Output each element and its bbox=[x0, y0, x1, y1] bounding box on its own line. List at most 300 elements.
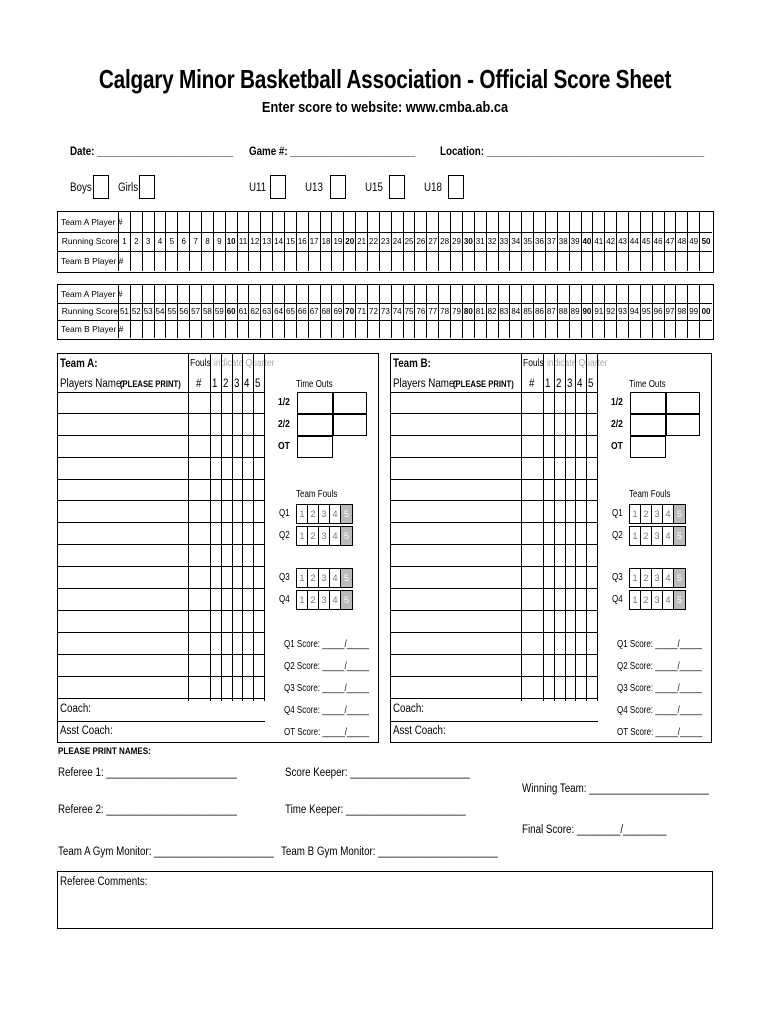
running-score-number[interactable]: 73 bbox=[380, 303, 392, 321]
running-score-number[interactable]: 38 bbox=[558, 232, 570, 252]
player-number-cell[interactable] bbox=[617, 285, 629, 303]
location-field[interactable]: Location: ________________________________________ bbox=[440, 146, 705, 158]
running-score-number[interactable]: 36 bbox=[534, 232, 546, 252]
running-score-number[interactable]: 63 bbox=[261, 303, 273, 321]
player-number-cell[interactable] bbox=[404, 251, 416, 271]
running-score-number[interactable]: 87 bbox=[546, 303, 558, 321]
player-number-cell[interactable] bbox=[558, 212, 570, 232]
player-number-cell[interactable] bbox=[700, 320, 712, 338]
date-field[interactable]: Date: _________________________ bbox=[70, 146, 234, 158]
player-number-cell[interactable] bbox=[617, 251, 629, 271]
running-score-number[interactable]: 66 bbox=[297, 303, 309, 321]
running-score-number[interactable]: 39 bbox=[570, 232, 582, 252]
team-foul-box[interactable]: 3 bbox=[652, 505, 663, 523]
running-score-number[interactable]: 7 bbox=[190, 232, 202, 252]
player-number-cell[interactable] bbox=[321, 212, 333, 232]
team-a-player-row[interactable] bbox=[58, 392, 265, 414]
player-number-cell[interactable] bbox=[451, 251, 463, 271]
running-score-number[interactable]: 90 bbox=[582, 303, 594, 321]
team-foul-box[interactable]: 3 bbox=[319, 569, 330, 587]
team-a-team-fouls-q4-boxes[interactable] bbox=[296, 590, 353, 610]
player-number-cell[interactable] bbox=[261, 285, 273, 303]
player-number-cell[interactable] bbox=[617, 212, 629, 232]
running-score-number[interactable]: 2 bbox=[131, 232, 143, 252]
player-number-cell[interactable] bbox=[676, 285, 688, 303]
player-number-cell[interactable] bbox=[226, 320, 238, 338]
player-number-cell[interactable] bbox=[190, 212, 202, 232]
player-number-cell[interactable] bbox=[582, 285, 594, 303]
player-number-cell[interactable] bbox=[427, 285, 439, 303]
player-number-cell[interactable] bbox=[629, 251, 641, 271]
running-score-number[interactable]: 26 bbox=[415, 232, 427, 252]
running-score-number[interactable]: 59 bbox=[214, 303, 226, 321]
player-number-cell[interactable] bbox=[688, 251, 700, 271]
team-b-player-row[interactable] bbox=[391, 611, 598, 633]
player-number-cell[interactable] bbox=[665, 285, 677, 303]
team-b-score-s1[interactable]: Q1 Score: _____/_____ bbox=[617, 639, 702, 650]
team-a-player-row[interactable] bbox=[58, 458, 265, 480]
team-a-timeout-box[interactable] bbox=[333, 392, 367, 414]
team-foul-box[interactable]: 5 bbox=[341, 569, 352, 587]
player-number-cell[interactable] bbox=[380, 212, 392, 232]
team-foul-box[interactable]: 4 bbox=[663, 527, 674, 545]
player-number-cell[interactable] bbox=[700, 251, 712, 271]
player-number-cell[interactable] bbox=[451, 212, 463, 232]
player-number-cell[interactable] bbox=[570, 251, 582, 271]
running-score-number[interactable]: 48 bbox=[676, 232, 688, 252]
running-score-number[interactable]: 20 bbox=[344, 232, 356, 252]
team-b-player-row[interactable] bbox=[391, 523, 598, 545]
player-number-cell[interactable] bbox=[143, 320, 155, 338]
running-score-number[interactable]: 33 bbox=[499, 232, 511, 252]
player-number-cell[interactable] bbox=[202, 320, 214, 338]
player-number-cell[interactable] bbox=[261, 212, 273, 232]
player-number-cell[interactable] bbox=[582, 320, 594, 338]
player-number-cell[interactable] bbox=[214, 251, 226, 271]
running-score-number[interactable]: 52 bbox=[131, 303, 143, 321]
player-number-cell[interactable] bbox=[321, 320, 333, 338]
player-number-cell[interactable] bbox=[688, 285, 700, 303]
team-b-score-s3[interactable]: Q3 Score: _____/_____ bbox=[617, 683, 702, 694]
player-number-cell[interactable] bbox=[522, 251, 534, 271]
running-score-number[interactable]: 00 bbox=[701, 306, 711, 316]
team-a-coach-field[interactable]: Coach: bbox=[60, 702, 91, 715]
running-score-number[interactable]: 74 bbox=[392, 303, 404, 321]
team-a-player-row[interactable] bbox=[58, 523, 265, 545]
running-score-number[interactable]: 81 bbox=[475, 303, 487, 321]
team-b-timeout-box[interactable] bbox=[630, 392, 666, 414]
player-number-cell[interactable] bbox=[427, 212, 439, 232]
player-number-cell[interactable] bbox=[463, 285, 475, 303]
team-foul-box[interactable]: 4 bbox=[663, 569, 674, 587]
team-a-player-row[interactable] bbox=[58, 502, 265, 524]
running-score-number[interactable]: 82 bbox=[487, 303, 499, 321]
u15-checkbox[interactable] bbox=[389, 175, 405, 199]
player-number-cell[interactable] bbox=[190, 251, 202, 271]
player-number-cell[interactable] bbox=[392, 320, 404, 338]
running-score-number[interactable]: 94 bbox=[629, 303, 641, 321]
player-number-cell[interactable] bbox=[249, 251, 261, 271]
player-number-cell[interactable] bbox=[178, 212, 190, 232]
running-score-number[interactable]: 67 bbox=[309, 303, 321, 321]
running-score-number[interactable]: 4 bbox=[155, 232, 167, 252]
player-number-cell[interactable] bbox=[439, 251, 451, 271]
player-number-cell[interactable] bbox=[629, 285, 641, 303]
running-score-number[interactable]: 5 bbox=[166, 232, 178, 252]
player-number-cell[interactable] bbox=[404, 320, 416, 338]
running-score-number[interactable]: 80 bbox=[463, 303, 475, 321]
team-foul-box[interactable]: 5 bbox=[674, 527, 685, 545]
team-b-player-row[interactable] bbox=[391, 677, 598, 699]
team-b-score-sot[interactable]: OT Score: _____/_____ bbox=[617, 727, 703, 738]
player-number-cell[interactable] bbox=[463, 212, 475, 232]
player-number-cell[interactable] bbox=[226, 251, 238, 271]
team-foul-box[interactable]: 3 bbox=[319, 591, 330, 609]
player-number-cell[interactable] bbox=[297, 285, 309, 303]
player-number-cell[interactable] bbox=[155, 251, 167, 271]
team-a-team-fouls-q3-boxes[interactable] bbox=[296, 568, 353, 588]
player-number-cell[interactable] bbox=[321, 285, 333, 303]
player-number-cell[interactable] bbox=[131, 320, 143, 338]
player-number-cell[interactable] bbox=[261, 251, 273, 271]
player-number-cell[interactable] bbox=[166, 212, 178, 232]
running-score-number[interactable]: 17 bbox=[309, 232, 321, 252]
player-number-cell[interactable] bbox=[368, 285, 380, 303]
running-score-number[interactable]: 75 bbox=[404, 303, 416, 321]
player-number-cell[interactable] bbox=[451, 285, 463, 303]
team-foul-box[interactable]: 4 bbox=[330, 505, 341, 523]
player-number-cell[interactable] bbox=[178, 251, 190, 271]
player-number-cell[interactable] bbox=[641, 251, 653, 271]
player-number-cell[interactable] bbox=[676, 212, 688, 232]
running-score-number[interactable]: 99 bbox=[688, 303, 700, 321]
team-b-player-row[interactable] bbox=[391, 414, 598, 436]
player-number-cell[interactable] bbox=[582, 212, 594, 232]
team-foul-box[interactable]: 2 bbox=[308, 591, 319, 609]
player-number-cell[interactable] bbox=[238, 320, 250, 338]
running-score-number[interactable]: 28 bbox=[439, 232, 451, 252]
player-number-cell[interactable] bbox=[665, 320, 677, 338]
team-foul-box[interactable]: 5 bbox=[674, 591, 685, 609]
player-number-cell[interactable] bbox=[427, 251, 439, 271]
team-b-asst-coach-field[interactable]: Asst Coach: bbox=[393, 724, 446, 737]
player-number-cell[interactable] bbox=[593, 251, 605, 271]
player-number-cell[interactable] bbox=[463, 251, 475, 271]
team-b-player-row[interactable] bbox=[391, 502, 598, 524]
running-score-number[interactable]: 34 bbox=[510, 232, 522, 252]
player-number-cell[interactable] bbox=[226, 285, 238, 303]
team-b-player-row[interactable] bbox=[391, 589, 598, 611]
running-score-number[interactable]: 10 bbox=[226, 232, 238, 252]
running-score-number[interactable]: 16 bbox=[297, 232, 309, 252]
team-a-team-fouls-q1-boxes[interactable] bbox=[296, 504, 353, 524]
player-number-cell[interactable] bbox=[475, 285, 487, 303]
player-number-cell[interactable] bbox=[321, 251, 333, 271]
player-number-cell[interactable] bbox=[558, 285, 570, 303]
running-score-number[interactable]: 37 bbox=[546, 232, 558, 252]
running-score-number[interactable]: 13 bbox=[261, 232, 273, 252]
team-b-player-row[interactable] bbox=[391, 436, 598, 458]
u13-checkbox[interactable] bbox=[330, 175, 346, 199]
running-score-number[interactable]: 95 bbox=[641, 303, 653, 321]
player-number-cell[interactable] bbox=[297, 212, 309, 232]
player-number-cell[interactable] bbox=[665, 212, 677, 232]
team-b-timeout-box[interactable] bbox=[666, 414, 700, 436]
running-score-number[interactable]: 56 bbox=[178, 303, 190, 321]
player-number-cell[interactable] bbox=[439, 212, 451, 232]
team-a-gym-monitor-field[interactable]: Team A Gym Monitor: ______________________ bbox=[58, 846, 274, 858]
player-number-cell[interactable] bbox=[653, 251, 665, 271]
player-number-cell[interactable] bbox=[510, 212, 522, 232]
player-number-cell[interactable] bbox=[356, 320, 368, 338]
player-number-cell[interactable] bbox=[166, 320, 178, 338]
team-b-team-fouls-q3-boxes[interactable] bbox=[629, 568, 686, 588]
player-number-cell[interactable] bbox=[155, 320, 167, 338]
team-a-score-s2[interactable]: Q2 Score: _____/_____ bbox=[284, 661, 369, 672]
running-score-number[interactable]: 64 bbox=[273, 303, 285, 321]
player-number-cell[interactable] bbox=[273, 285, 285, 303]
player-number-cell[interactable] bbox=[629, 212, 641, 232]
running-score-number[interactable]: 78 bbox=[439, 303, 451, 321]
team-foul-box[interactable]: 1 bbox=[630, 569, 641, 587]
player-number-cell[interactable] bbox=[285, 251, 297, 271]
running-score-number[interactable]: 46 bbox=[653, 232, 665, 252]
team-a-team-fouls-q2-boxes[interactable] bbox=[296, 526, 353, 546]
player-number-cell[interactable] bbox=[415, 320, 427, 338]
player-number-cell[interactable] bbox=[202, 251, 214, 271]
player-number-cell[interactable] bbox=[119, 212, 131, 232]
player-number-cell[interactable] bbox=[534, 212, 546, 232]
girls-checkbox[interactable] bbox=[139, 175, 155, 199]
player-number-cell[interactable] bbox=[249, 285, 261, 303]
team-b-team-fouls-q4-boxes[interactable] bbox=[629, 590, 686, 610]
team-foul-box[interactable]: 1 bbox=[630, 591, 641, 609]
running-score-number[interactable]: 96 bbox=[653, 303, 665, 321]
running-score-number[interactable]: 50 bbox=[701, 236, 711, 246]
running-score-number[interactable]: 71 bbox=[356, 303, 368, 321]
team-a-player-row[interactable] bbox=[58, 589, 265, 611]
player-number-cell[interactable] bbox=[356, 212, 368, 232]
player-number-cell[interactable] bbox=[522, 320, 534, 338]
player-number-cell[interactable] bbox=[309, 320, 321, 338]
player-number-cell[interactable] bbox=[166, 251, 178, 271]
winning-team-field[interactable]: Winning Team: ______________________ bbox=[522, 783, 709, 795]
game-number-field[interactable]: Game #: _______________________ bbox=[249, 146, 416, 158]
team-a-score-s1[interactable]: Q1 Score: _____/_____ bbox=[284, 639, 369, 650]
player-number-cell[interactable] bbox=[487, 212, 499, 232]
player-number-cell[interactable] bbox=[297, 251, 309, 271]
running-score-number[interactable]: 62 bbox=[249, 303, 261, 321]
team-a-player-row[interactable] bbox=[58, 567, 265, 589]
player-number-cell[interactable] bbox=[641, 320, 653, 338]
player-number-cell[interactable] bbox=[570, 285, 582, 303]
player-number-cell[interactable] bbox=[190, 285, 202, 303]
player-number-cell[interactable] bbox=[238, 212, 250, 232]
running-score-number[interactable]: 41 bbox=[593, 232, 605, 252]
team-b-player-row[interactable] bbox=[391, 655, 598, 677]
running-score-number[interactable]: 8 bbox=[202, 232, 214, 252]
u18-checkbox[interactable] bbox=[448, 175, 464, 199]
running-score-number[interactable]: 22 bbox=[368, 232, 380, 252]
team-b-coach-field[interactable]: Coach: bbox=[393, 702, 424, 715]
team-foul-box[interactable]: 1 bbox=[297, 569, 308, 587]
running-score-number[interactable]: 31 bbox=[475, 232, 487, 252]
player-number-cell[interactable] bbox=[166, 285, 178, 303]
running-score-number[interactable]: 32 bbox=[487, 232, 499, 252]
player-number-cell[interactable] bbox=[558, 251, 570, 271]
player-number-cell[interactable] bbox=[332, 320, 344, 338]
team-foul-box[interactable]: 1 bbox=[297, 591, 308, 609]
running-score-number[interactable]: 6 bbox=[178, 232, 190, 252]
final-score-field[interactable]: Final Score: ________/________ bbox=[522, 824, 667, 836]
team-foul-box[interactable]: 5 bbox=[674, 505, 685, 523]
referee-comments-box[interactable] bbox=[57, 871, 713, 929]
player-number-cell[interactable] bbox=[570, 212, 582, 232]
team-foul-box[interactable]: 3 bbox=[319, 505, 330, 523]
running-score-number[interactable]: 85 bbox=[522, 303, 534, 321]
team-foul-box[interactable]: 4 bbox=[663, 591, 674, 609]
running-score-number[interactable]: 79 bbox=[451, 303, 463, 321]
running-score-number[interactable]: 23 bbox=[380, 232, 392, 252]
team-b-player-row[interactable] bbox=[391, 480, 598, 502]
running-score-number[interactable]: 77 bbox=[427, 303, 439, 321]
player-number-cell[interactable] bbox=[522, 212, 534, 232]
team-b-gym-monitor-field[interactable]: Team B Gym Monitor: ______________________ bbox=[281, 846, 498, 858]
running-score-number[interactable]: 61 bbox=[238, 303, 250, 321]
running-score-number[interactable]: 92 bbox=[605, 303, 617, 321]
team-b-timeout-box[interactable] bbox=[666, 392, 700, 414]
player-number-cell[interactable] bbox=[202, 212, 214, 232]
player-number-cell[interactable] bbox=[344, 212, 356, 232]
player-number-cell[interactable] bbox=[155, 212, 167, 232]
running-score-number[interactable]: 57 bbox=[190, 303, 202, 321]
running-score-number[interactable]: 53 bbox=[143, 303, 155, 321]
running-score-number[interactable]: 88 bbox=[558, 303, 570, 321]
team-foul-box[interactable]: 4 bbox=[330, 569, 341, 587]
player-number-cell[interactable] bbox=[415, 285, 427, 303]
running-score-number[interactable]: 12 bbox=[249, 232, 261, 252]
player-number-cell[interactable] bbox=[392, 212, 404, 232]
running-score-number[interactable]: 3 bbox=[143, 232, 155, 252]
player-number-cell[interactable] bbox=[368, 320, 380, 338]
player-number-cell[interactable] bbox=[439, 320, 451, 338]
team-foul-box[interactable]: 1 bbox=[630, 527, 641, 545]
player-number-cell[interactable] bbox=[178, 320, 190, 338]
team-foul-box[interactable]: 2 bbox=[641, 527, 652, 545]
player-number-cell[interactable] bbox=[332, 251, 344, 271]
player-number-cell[interactable] bbox=[499, 212, 511, 232]
running-score-number[interactable]: 93 bbox=[617, 303, 629, 321]
running-score-number[interactable]: 24 bbox=[392, 232, 404, 252]
player-number-cell[interactable] bbox=[653, 320, 665, 338]
team-b-score-s4[interactable]: Q4 Score: _____/_____ bbox=[617, 705, 702, 716]
player-number-cell[interactable] bbox=[249, 320, 261, 338]
player-number-cell[interactable] bbox=[522, 285, 534, 303]
player-number-cell[interactable] bbox=[273, 320, 285, 338]
player-number-cell[interactable] bbox=[629, 320, 641, 338]
player-number-cell[interactable] bbox=[475, 251, 487, 271]
player-number-cell[interactable] bbox=[499, 285, 511, 303]
team-a-score-sot[interactable]: OT Score: _____/_____ bbox=[284, 727, 370, 738]
running-score-number[interactable]: 29 bbox=[451, 232, 463, 252]
team-foul-box[interactable]: 3 bbox=[652, 527, 663, 545]
player-number-cell[interactable] bbox=[463, 320, 475, 338]
player-number-cell[interactable] bbox=[155, 285, 167, 303]
player-number-cell[interactable] bbox=[332, 212, 344, 232]
team-a-timeout-box[interactable] bbox=[333, 414, 367, 436]
team-a-player-row[interactable] bbox=[58, 677, 265, 699]
team-foul-box[interactable]: 1 bbox=[630, 505, 641, 523]
referee-1-field[interactable]: Referee 1: ________________________ bbox=[58, 767, 237, 779]
team-foul-box[interactable]: 2 bbox=[641, 505, 652, 523]
team-b-player-row[interactable] bbox=[391, 545, 598, 567]
team-foul-box[interactable]: 1 bbox=[297, 505, 308, 523]
player-number-cell[interactable] bbox=[297, 320, 309, 338]
running-score-number[interactable]: 44 bbox=[629, 232, 641, 252]
team-b-player-row[interactable] bbox=[391, 633, 598, 655]
player-number-cell[interactable] bbox=[368, 251, 380, 271]
player-number-cell[interactable] bbox=[309, 251, 321, 271]
team-b-player-row[interactable] bbox=[391, 458, 598, 480]
team-a-asst-coach-field[interactable]: Asst Coach: bbox=[60, 724, 113, 737]
player-number-cell[interactable] bbox=[356, 285, 368, 303]
running-score-number[interactable]: 72 bbox=[368, 303, 380, 321]
running-score-number[interactable]: 45 bbox=[641, 232, 653, 252]
player-number-cell[interactable] bbox=[582, 251, 594, 271]
player-number-cell[interactable] bbox=[380, 320, 392, 338]
running-score-number[interactable]: 83 bbox=[499, 303, 511, 321]
team-b-player-row[interactable] bbox=[391, 567, 598, 589]
team-b-timeout-box[interactable] bbox=[630, 436, 666, 458]
player-number-cell[interactable] bbox=[404, 285, 416, 303]
u11-checkbox[interactable] bbox=[270, 175, 286, 199]
player-number-cell[interactable] bbox=[214, 212, 226, 232]
player-number-cell[interactable] bbox=[332, 285, 344, 303]
running-score-number[interactable]: 1 bbox=[119, 232, 131, 252]
team-b-player-row[interactable] bbox=[391, 392, 598, 414]
player-number-cell[interactable] bbox=[202, 285, 214, 303]
team-a-player-row[interactable] bbox=[58, 655, 265, 677]
player-number-cell[interactable] bbox=[285, 212, 297, 232]
running-score-number[interactable]: 60 bbox=[226, 303, 238, 321]
team-foul-box[interactable]: 5 bbox=[674, 569, 685, 587]
player-number-cell[interactable] bbox=[119, 285, 131, 303]
player-number-cell[interactable] bbox=[273, 251, 285, 271]
player-number-cell[interactable] bbox=[641, 212, 653, 232]
player-number-cell[interactable] bbox=[688, 320, 700, 338]
running-score-number[interactable]: 43 bbox=[617, 232, 629, 252]
player-number-cell[interactable] bbox=[415, 251, 427, 271]
player-number-cell[interactable] bbox=[380, 285, 392, 303]
running-score-number[interactable]: 55 bbox=[166, 303, 178, 321]
team-a-score-s3[interactable]: Q3 Score: _____/_____ bbox=[284, 683, 369, 694]
running-score-number[interactable]: 76 bbox=[415, 303, 427, 321]
player-number-cell[interactable] bbox=[249, 212, 261, 232]
player-number-cell[interactable] bbox=[238, 285, 250, 303]
player-number-cell[interactable] bbox=[593, 320, 605, 338]
player-number-cell[interactable] bbox=[143, 212, 155, 232]
player-number-cell[interactable] bbox=[131, 251, 143, 271]
running-score-number[interactable]: 49 bbox=[688, 232, 700, 252]
player-number-cell[interactable] bbox=[546, 251, 558, 271]
team-b-team-fouls-q1-boxes[interactable] bbox=[629, 504, 686, 524]
player-number-cell[interactable] bbox=[510, 285, 522, 303]
player-number-cell[interactable] bbox=[214, 320, 226, 338]
team-foul-box[interactable]: 5 bbox=[341, 505, 352, 523]
player-number-cell[interactable] bbox=[439, 285, 451, 303]
team-b-timeout-box[interactable] bbox=[630, 414, 666, 436]
team-a-player-row[interactable] bbox=[58, 414, 265, 436]
